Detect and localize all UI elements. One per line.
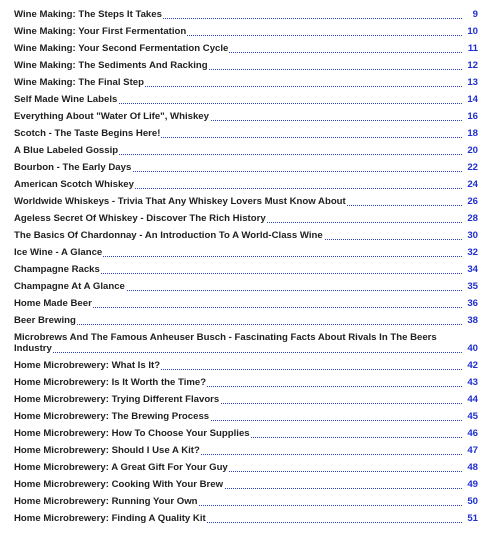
toc-entry-title[interactable]: A Blue Labeled Gossip (14, 145, 119, 156)
toc-entry-page[interactable]: 13 (467, 77, 478, 88)
toc-entry-title[interactable]: Wine Making: Your Second Fermentation Cycle (14, 43, 229, 54)
toc-entry[interactable] (14, 332, 478, 354)
toc-entry-page[interactable]: 48 (467, 462, 478, 473)
toc-entry-title[interactable]: Home Microbrewery: The Brewing Process (14, 411, 210, 422)
toc-entry-title[interactable]: The Basics Of Chardonnay - An Introduction To A World-Class Wine (14, 230, 323, 241)
toc-entry-page[interactable]: 30 (467, 230, 478, 241)
toc-entry-title[interactable]: Home Microbrewery: What Is It? (14, 360, 161, 371)
toc-entry[interactable] (14, 128, 478, 139)
toc-entry[interactable] (14, 360, 478, 371)
toc-entry-page[interactable]: 35 (467, 281, 478, 292)
toc-entry[interactable] (14, 26, 478, 37)
table-of-contents (14, 9, 478, 530)
toc-entry-page[interactable]: 36 (467, 298, 478, 309)
toc-entry[interactable] (14, 230, 478, 241)
toc-entry-page[interactable]: 40 (467, 343, 478, 354)
toc-entry-title[interactable]: Beer Brewing (14, 315, 76, 326)
toc-entry-page[interactable]: 28 (467, 213, 478, 224)
toc-entry-title[interactable]: Home Microbrewery: Running Your Own (14, 496, 198, 507)
toc-entry-page[interactable]: 9 (472, 9, 478, 20)
toc-entry-page[interactable]: 42 (467, 360, 478, 371)
toc-entry[interactable] (14, 411, 478, 422)
toc-entry-page[interactable]: 20 (467, 145, 478, 156)
toc-entry-title[interactable]: Self Made Wine Labels (14, 94, 118, 105)
toc-entry-title[interactable]: Home Microbrewery: Trying Different Flavors (14, 394, 220, 405)
toc-entry-page[interactable]: 24 (467, 179, 478, 190)
toc-entry[interactable] (14, 111, 478, 122)
toc-entry-title[interactable]: Home Microbrewery: Finding A Quality Kit (14, 513, 206, 524)
toc-entry-page[interactable]: 51 (467, 513, 478, 524)
toc-entry[interactable] (14, 462, 478, 473)
toc-entry-title[interactable]: Home Made Beer (14, 298, 92, 309)
toc-entry[interactable] (14, 479, 478, 490)
toc-entry-title[interactable]: Champagne Racks (14, 264, 100, 275)
toc-entry-page[interactable]: 38 (467, 315, 478, 326)
toc-entry-title[interactable]: Bourbon - The Early Days (14, 162, 132, 173)
toc-entry-title[interactable]: Ageless Secret Of Whiskey - Discover The Rich History (14, 213, 266, 224)
toc-entry[interactable] (14, 264, 478, 275)
toc-entry-title[interactable]: Home Microbrewery: Cooking With Your Brew (14, 479, 224, 490)
toc-entry-title[interactable]: Microbrews And The Famous Anheuser Busch - Fascinating Facts About Rivals In The Beers Industry (14, 332, 437, 354)
toc-entry-page[interactable]: 32 (467, 247, 478, 258)
toc-entry[interactable] (14, 445, 478, 456)
toc-entry-title[interactable]: Everything About "Water Of Life", Whiskey (14, 111, 209, 122)
toc-entry-title[interactable]: Home Microbrewery: A Great Gift For Your Guy (14, 462, 228, 473)
toc-entry[interactable] (14, 196, 478, 207)
toc-entry[interactable] (14, 60, 478, 71)
toc-entry[interactable] (14, 281, 478, 292)
toc-entry[interactable] (14, 428, 478, 439)
toc-entry[interactable] (14, 247, 478, 258)
toc-entry[interactable] (14, 9, 478, 20)
toc-entry[interactable] (14, 377, 478, 388)
toc-entry-page[interactable]: 44 (467, 394, 478, 405)
toc-entry-page[interactable]: 18 (467, 128, 478, 139)
toc-entry-title[interactable]: Worldwide Whiskeys - Trivia That Any Whiskey Lovers Must Know About (14, 196, 346, 207)
toc-entry-title[interactable]: Wine Making: The Final Step (14, 77, 144, 88)
toc-entry-page[interactable]: 46 (467, 428, 478, 439)
toc-entry-title[interactable]: Wine Making: The Sediments And Racking (14, 60, 208, 71)
toc-entry-page[interactable]: 43 (467, 377, 478, 388)
toc-entry[interactable] (14, 179, 478, 190)
toc-entry[interactable] (14, 315, 478, 326)
toc-entry[interactable] (14, 162, 478, 173)
toc-entry-page[interactable]: 12 (467, 60, 478, 71)
toc-entry[interactable] (14, 513, 478, 524)
toc-entry-title[interactable]: Wine Making: Your First Fermentation (14, 26, 187, 37)
toc-entry-title[interactable]: Home Microbrewery: Should I Use A Kit? (14, 445, 200, 456)
toc-entry[interactable] (14, 213, 478, 224)
toc-entry[interactable] (14, 94, 478, 105)
toc-entry[interactable] (14, 145, 478, 156)
toc-entry-title[interactable]: Home Microbrewery: Is It Worth the Time? (14, 377, 207, 388)
toc-entry-page[interactable]: 14 (467, 94, 478, 105)
toc-entry-title[interactable]: Wine Making: The Steps It Takes (14, 9, 162, 20)
toc-entry[interactable] (14, 298, 478, 309)
toc-entry[interactable] (14, 77, 478, 88)
toc-entry-title[interactable]: Ice Wine - A Glance (14, 247, 103, 258)
toc-entry-page[interactable]: 22 (467, 162, 478, 173)
toc-entry-title[interactable]: American Scotch Whiskey (14, 179, 134, 190)
toc-entry-page[interactable]: 49 (467, 479, 478, 490)
toc-entry-page[interactable]: 47 (467, 445, 478, 456)
toc-entry-page[interactable]: 16 (467, 111, 478, 122)
toc-entry-page[interactable]: 34 (467, 264, 478, 275)
toc-entry-title[interactable]: Scotch - The Taste Begins Here! (14, 128, 161, 139)
toc-entry-title[interactable]: Champagne At A Glance (14, 281, 125, 292)
toc-entry[interactable] (14, 43, 478, 54)
toc-entry-title[interactable]: Home Microbrewery: How To Choose Your Supplies (14, 428, 250, 439)
toc-entry-page[interactable]: 26 (467, 196, 478, 207)
toc-entry-page[interactable]: 50 (467, 496, 478, 507)
toc-entry-page[interactable]: 45 (467, 411, 478, 422)
toc-entry[interactable] (14, 496, 478, 507)
toc-entry-page[interactable]: 10 (467, 26, 478, 37)
toc-entry-page[interactable]: 11 (467, 43, 478, 54)
toc-entry[interactable] (14, 394, 478, 405)
